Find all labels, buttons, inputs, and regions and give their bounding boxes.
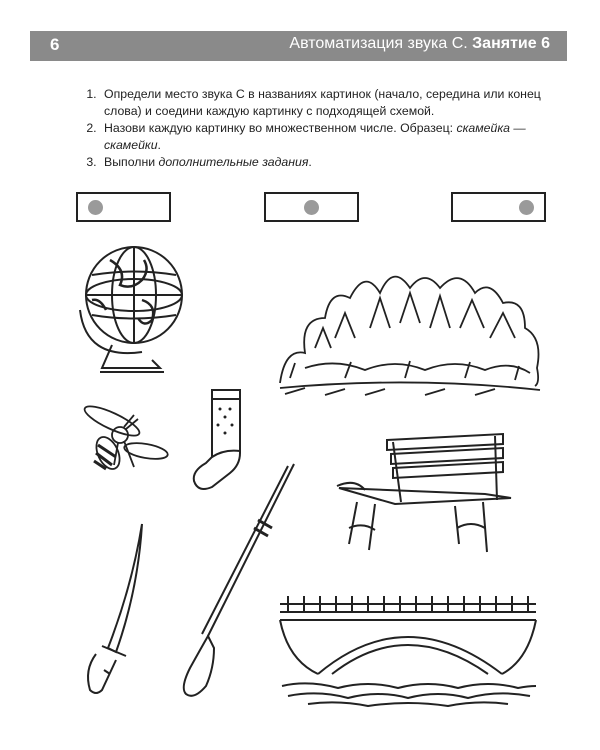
- globe-picture[interactable]: [72, 240, 197, 380]
- saber-picture[interactable]: [82, 520, 150, 698]
- page-number: 6: [50, 35, 60, 54]
- sound-dot: [88, 200, 103, 215]
- fir-trees-picture[interactable]: [275, 258, 545, 398]
- bench-picture[interactable]: [335, 432, 515, 554]
- scheme-end[interactable]: [451, 192, 546, 222]
- bridge-picture[interactable]: [278, 590, 540, 708]
- instruction-2: 2. Назови каждую картинку во множественном числе. Образец: скамейка — скамейки.: [100, 120, 560, 154]
- scheme-middle[interactable]: [264, 192, 359, 222]
- sound-dot: [519, 200, 534, 215]
- wasp-picture[interactable]: [78, 405, 170, 475]
- scheme-start[interactable]: [76, 192, 171, 222]
- page-title: Автоматизация звука С. Занятие 6: [289, 35, 550, 52]
- instruction-3: 3. Выполни дополнительные задания.: [100, 154, 560, 171]
- instruction-1: 1. Определи место звука С в названиях картинок (начало, середина или конец слова) и соедини каждую картинку с подходящей схемой.: [100, 86, 560, 120]
- sound-dot: [304, 200, 319, 215]
- instructions-list: [82, 86, 560, 171]
